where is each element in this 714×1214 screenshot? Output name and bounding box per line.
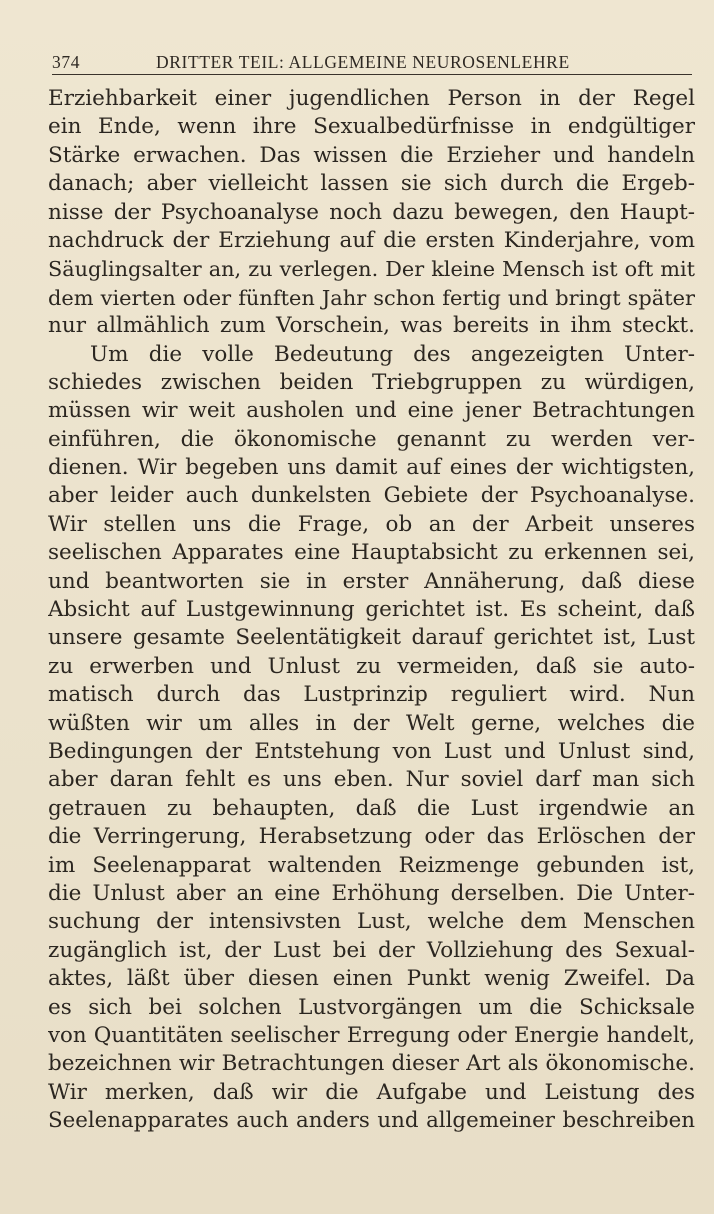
text-line: nachdruck der Erziehung auf die ersten Kinderjahre, vom bbox=[48, 227, 695, 253]
text-line: suchung der intensivsten Lust, welche dem Menschen bbox=[48, 909, 695, 935]
text-line: zu erwerben und Unlust zu vermeiden, daß sie auto- bbox=[48, 653, 695, 679]
text-line: die Unlust aber an eine Erhöhung derselben. Die Unter- bbox=[48, 880, 695, 906]
text-line: aber daran fehlt es uns eben. Nur soviel darf man sich bbox=[48, 767, 695, 793]
text-line: Erziehbarkeit einer jugendlichen Person in der Regel bbox=[48, 86, 695, 111]
text-line: nur allmählich zum Vorschein, was bereits in ihm steckt. bbox=[48, 313, 695, 339]
text-line: seelischen Apparates eine Hauptabsicht zu erkennen sei, bbox=[48, 540, 695, 566]
header-rule bbox=[52, 74, 692, 75]
text-line: bezeichnen wir Betrachtungen dieser Art als ökonomische. bbox=[48, 1051, 695, 1077]
text-line: Seelenapparates auch anders und allgemeiner beschreiben bbox=[48, 1108, 695, 1134]
text-line: Absicht auf Lustgewinnung gerichtet ist. Es scheint, daß bbox=[48, 597, 695, 623]
running-head bbox=[52, 52, 692, 76]
text-line: schiedes zwischen beiden Triebgruppen zu würdigen, bbox=[48, 369, 695, 395]
text-line: Wir stellen uns die Frage, ob an der Arbeit unseres bbox=[48, 511, 695, 537]
page-number: 374 bbox=[52, 52, 81, 72]
text-line: zugänglich ist, der Lust bei der Vollziehung des Sexual- bbox=[48, 937, 695, 963]
text-line: und beantworten sie in erster Annäherung, daß diese bbox=[48, 568, 695, 594]
text-line: aktes, läßt über diesen einen Punkt wenig Zweifel. Da bbox=[48, 966, 695, 992]
text-line: die Verringerung, Herabsetzung oder das Erlöschen der bbox=[48, 824, 695, 850]
text-line: matisch durch das Lustprinzip reguliert wird. Nun bbox=[48, 682, 695, 708]
running-title: DRITTER TEIL: ALLGEMEINE NEUROSENLEHRE bbox=[156, 52, 570, 72]
text-line: es sich bei solchen Lustvorgängen um die Schicksale bbox=[48, 994, 695, 1020]
text-line: getrauen zu behaupten, daß die Lust irgendwie an bbox=[48, 795, 695, 821]
text-line: wüßten wir um alles in der Welt gerne, welches die bbox=[48, 710, 695, 736]
text-line: ein Ende, wenn ihre Sexualbedürfnisse in endgültiger bbox=[48, 114, 695, 140]
text-line: nisse der Psychoanalyse noch dazu bewegen, den Haupt- bbox=[48, 199, 695, 225]
text-line: dem vierten oder fünften Jahr schon fertig und bringt später bbox=[48, 285, 695, 310]
text-line: danach; aber vielleicht lassen sie sich durch die Ergeb- bbox=[48, 171, 695, 197]
text-line: Bedingungen der Entstehung von Lust und Unlust sind, bbox=[48, 738, 695, 764]
text-line: unsere gesamte Seelentätigkeit darauf gerichtet ist, Lust bbox=[48, 625, 695, 651]
text-line: Um die volle Bedeutung des angezeigten Unter- bbox=[90, 341, 695, 367]
text-line: von Quantitäten seelischer Erregung oder Energie handelt, bbox=[48, 1022, 695, 1048]
body-text bbox=[48, 85, 695, 1135]
text-line: Stärke erwachen. Das wissen die Erzieher und handeln bbox=[48, 142, 695, 168]
text-line: Wir merken, daß wir die Aufgabe und Leistung des bbox=[48, 1079, 695, 1105]
text-line: Säuglingsalter an, zu verlegen. Der kleine Mensch ist oft mit bbox=[48, 257, 695, 282]
text-line: im Seelenapparat waltenden Reizmenge gebunden ist, bbox=[48, 852, 695, 878]
text-line: dienen. Wir begeben uns damit auf eines der wichtigsten, bbox=[48, 455, 695, 481]
text-line: einführen, die ökonomische genannt zu werden ver- bbox=[48, 426, 695, 452]
text-line: aber leider auch dunkelsten Gebiete der Psychoanalyse. bbox=[48, 483, 695, 509]
text-line: müssen wir weit ausholen und eine jener Betrachtungen bbox=[48, 398, 695, 424]
